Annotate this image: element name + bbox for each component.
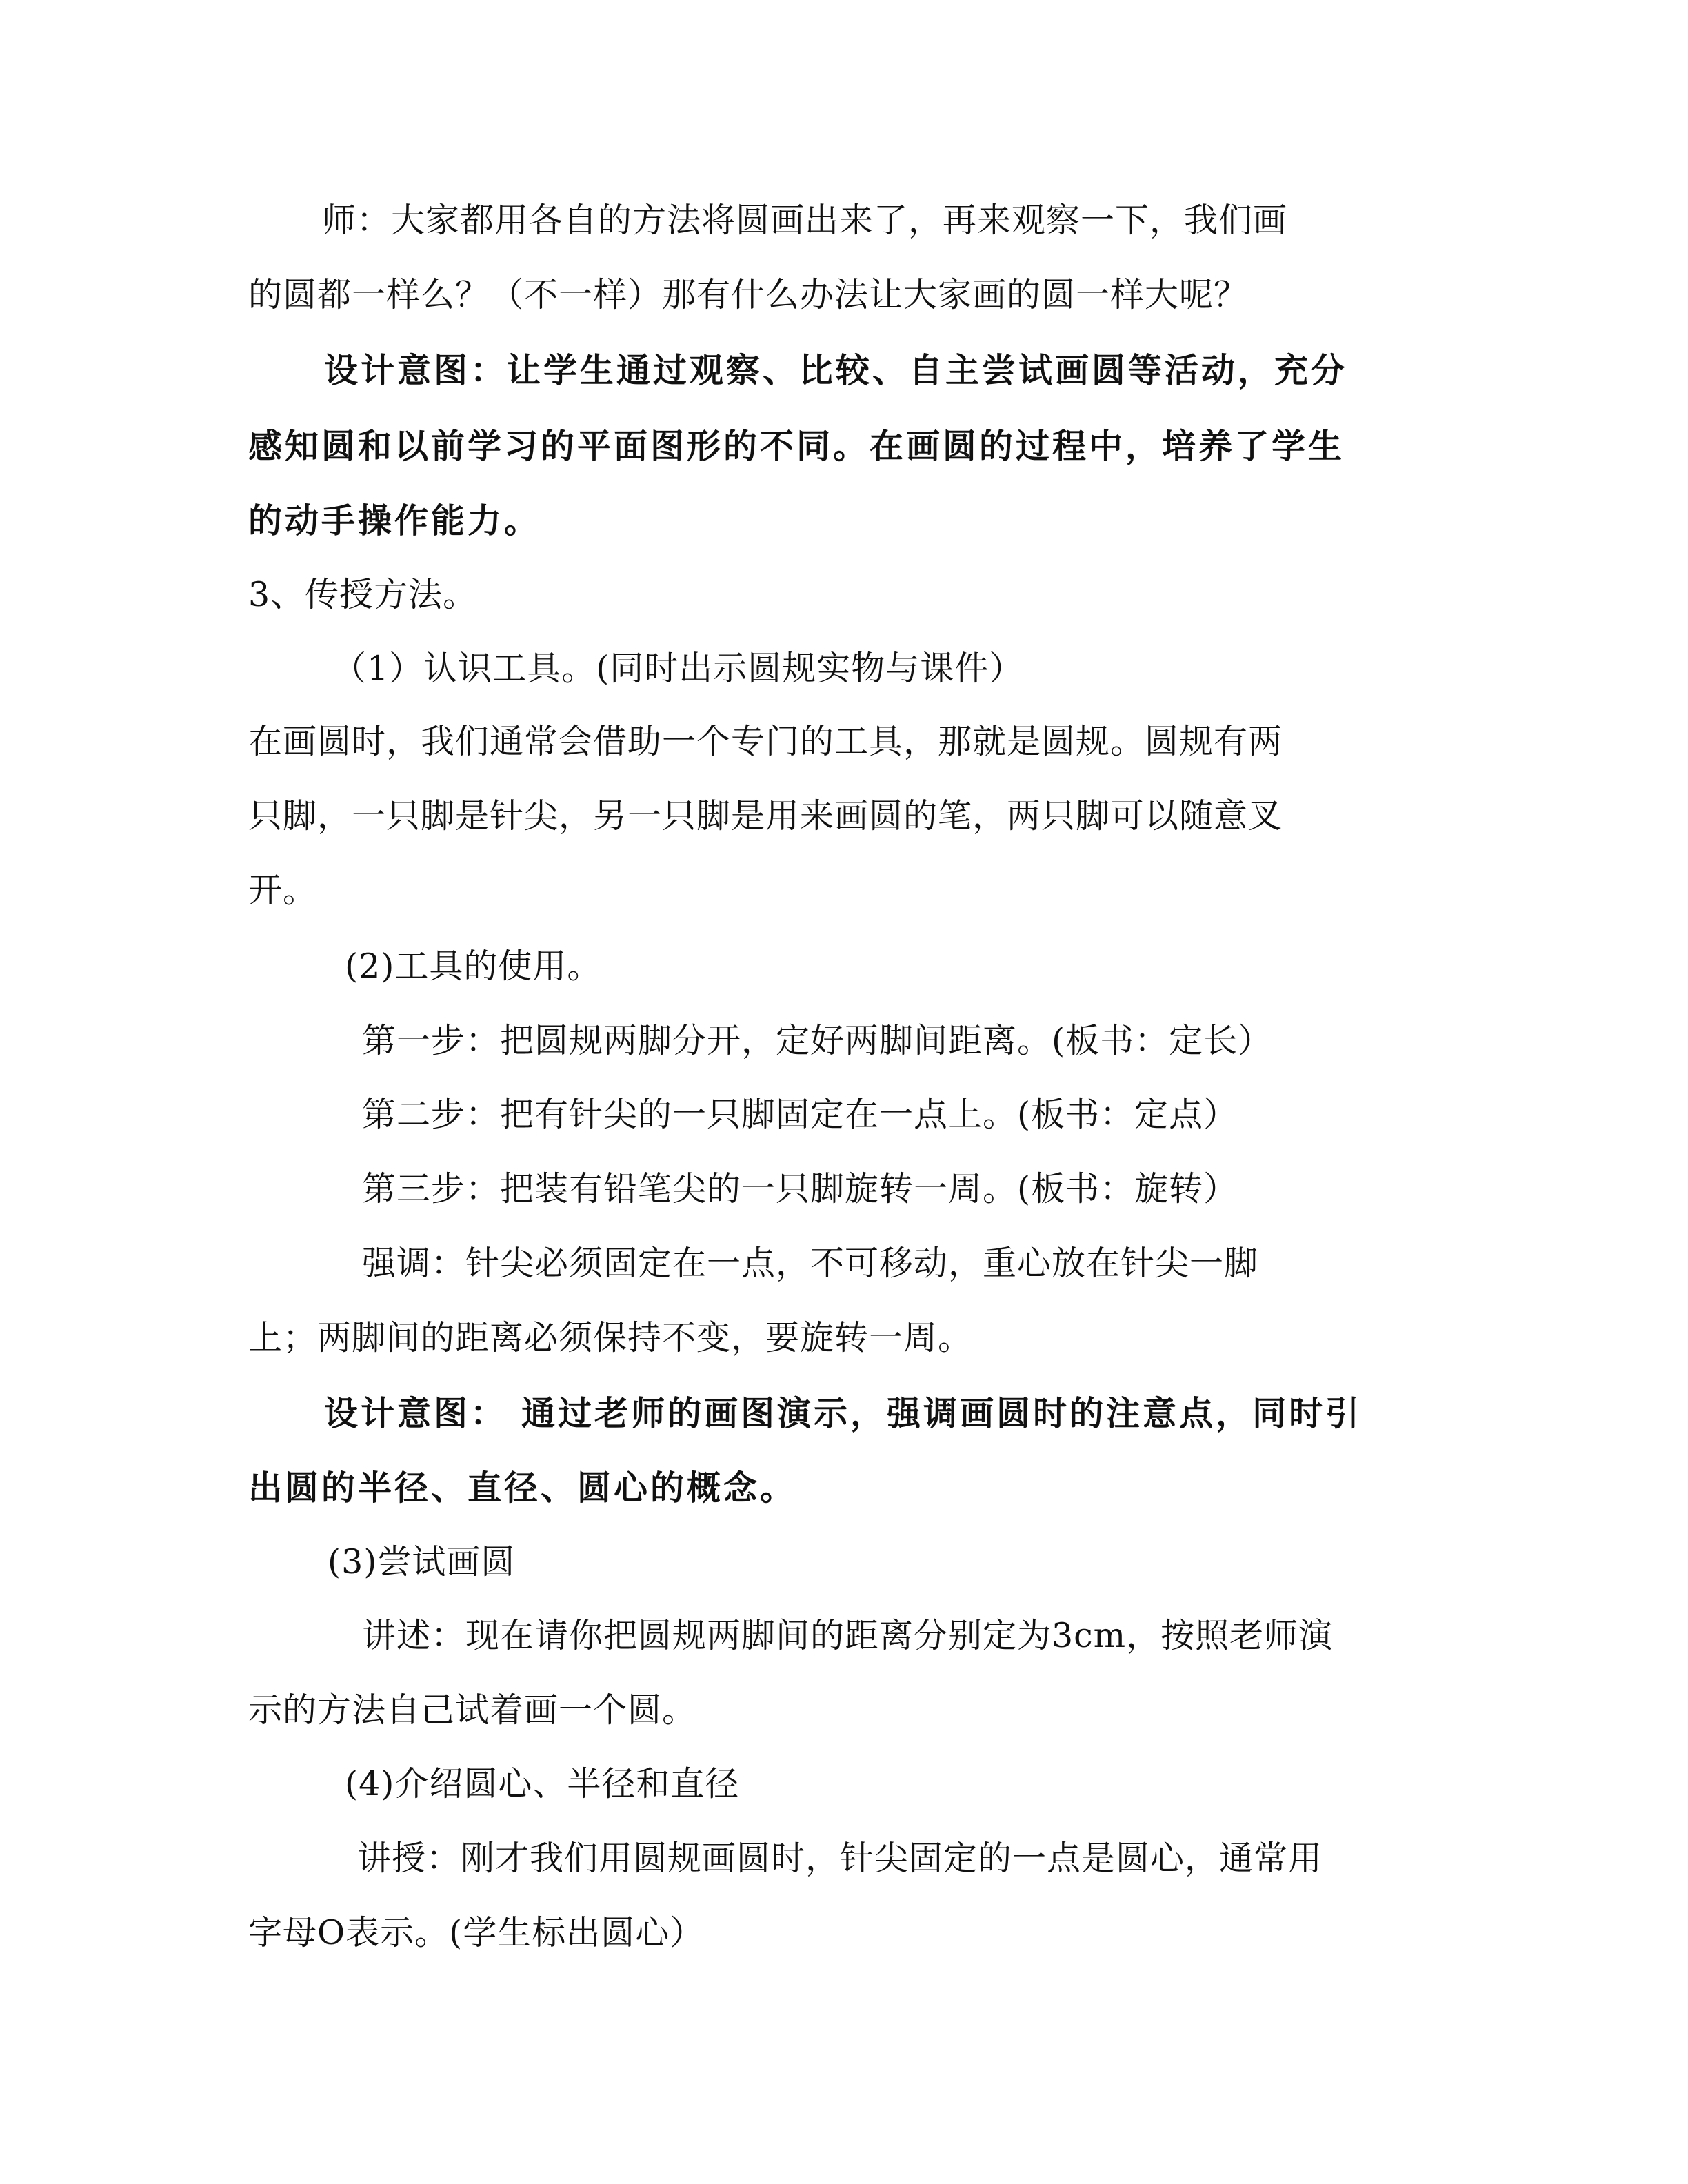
paragraph-line: 的圆都一样么？（不一样）那有什么办法让大家画的圆一样大呢？ xyxy=(248,275,1249,314)
subsection-heading: （1）认识工具。(同时出示圆规实物与课件） xyxy=(332,649,1024,688)
paragraph-line: 在画圆时，我们通常会借助一个专门的工具，那就是圆规。圆规有两 xyxy=(248,722,1283,761)
paragraph-line: 上；两脚间的距离必须保持不变，要旋转一周。 xyxy=(248,1318,973,1357)
paragraph-line: 字母O表示。(学生标出圆心） xyxy=(248,1913,705,1952)
paragraph-line: 师：大家都用各自的方法将圆画出来了，再来观察一下，我们画 xyxy=(322,201,1288,240)
subsection-heading: (4)介绍圆心、半径和直径 xyxy=(345,1764,740,1803)
paragraph-line: 开。 xyxy=(248,871,318,910)
subsection-heading: (3)尝试画圆 xyxy=(328,1542,516,1581)
section-heading: 3、传授方法。 xyxy=(248,575,478,614)
paragraph-line: 感知圆和以前学习的平面图形的不同。在画圆的过程中，培养了学生 xyxy=(248,426,1345,466)
emphasis-line: 强调：针尖必须固定在一点，不可移动，重心放在针尖一脚 xyxy=(362,1244,1259,1283)
paragraph-line: 的动手操作能力。 xyxy=(248,501,541,540)
design-intent-text: 通过老师的画图演示，强调画圆时的注意点，同时引 xyxy=(507,1393,1363,1433)
step-line: 第一步：把圆规两脚分开，定好两脚间距离。(板书：定长） xyxy=(362,1021,1273,1060)
design-intent-text: 让学生通过观察、比较、自主尝试画圆等活动，充分 xyxy=(507,350,1348,390)
paragraph-line: 只脚，一只脚是针尖，另一只脚是用来画圆的笔，两只脚可以随意叉 xyxy=(248,796,1283,836)
paragraph-line: 示的方法自己试着画一个圆。 xyxy=(248,1690,697,1730)
paragraph-line: 讲授：刚才我们用圆规画圆时，针尖固定的一点是圆心，通常用 xyxy=(357,1839,1323,1878)
step-line: 第二步：把有针尖的一只脚固定在一点上。(板书：定点） xyxy=(362,1095,1238,1134)
subsection-heading: (2)工具的使用。 xyxy=(345,947,602,986)
design-intent-line xyxy=(324,350,1347,391)
paragraph-line: 出圆的半径、直径、圆心的概念。 xyxy=(248,1468,797,1508)
design-intent-label: 设计意图： xyxy=(324,1393,508,1433)
paragraph-line: 讲述：现在请你把圆规两脚间的距离分别定为3cm，按照老师演 xyxy=(362,1616,1334,1655)
design-intent-label: 设计意图： xyxy=(324,350,508,390)
design-intent-line xyxy=(324,1393,1362,1434)
step-line: 第三步：把装有铅笔尖的一只脚旋转一周。(板书：旋转） xyxy=(362,1169,1238,1209)
